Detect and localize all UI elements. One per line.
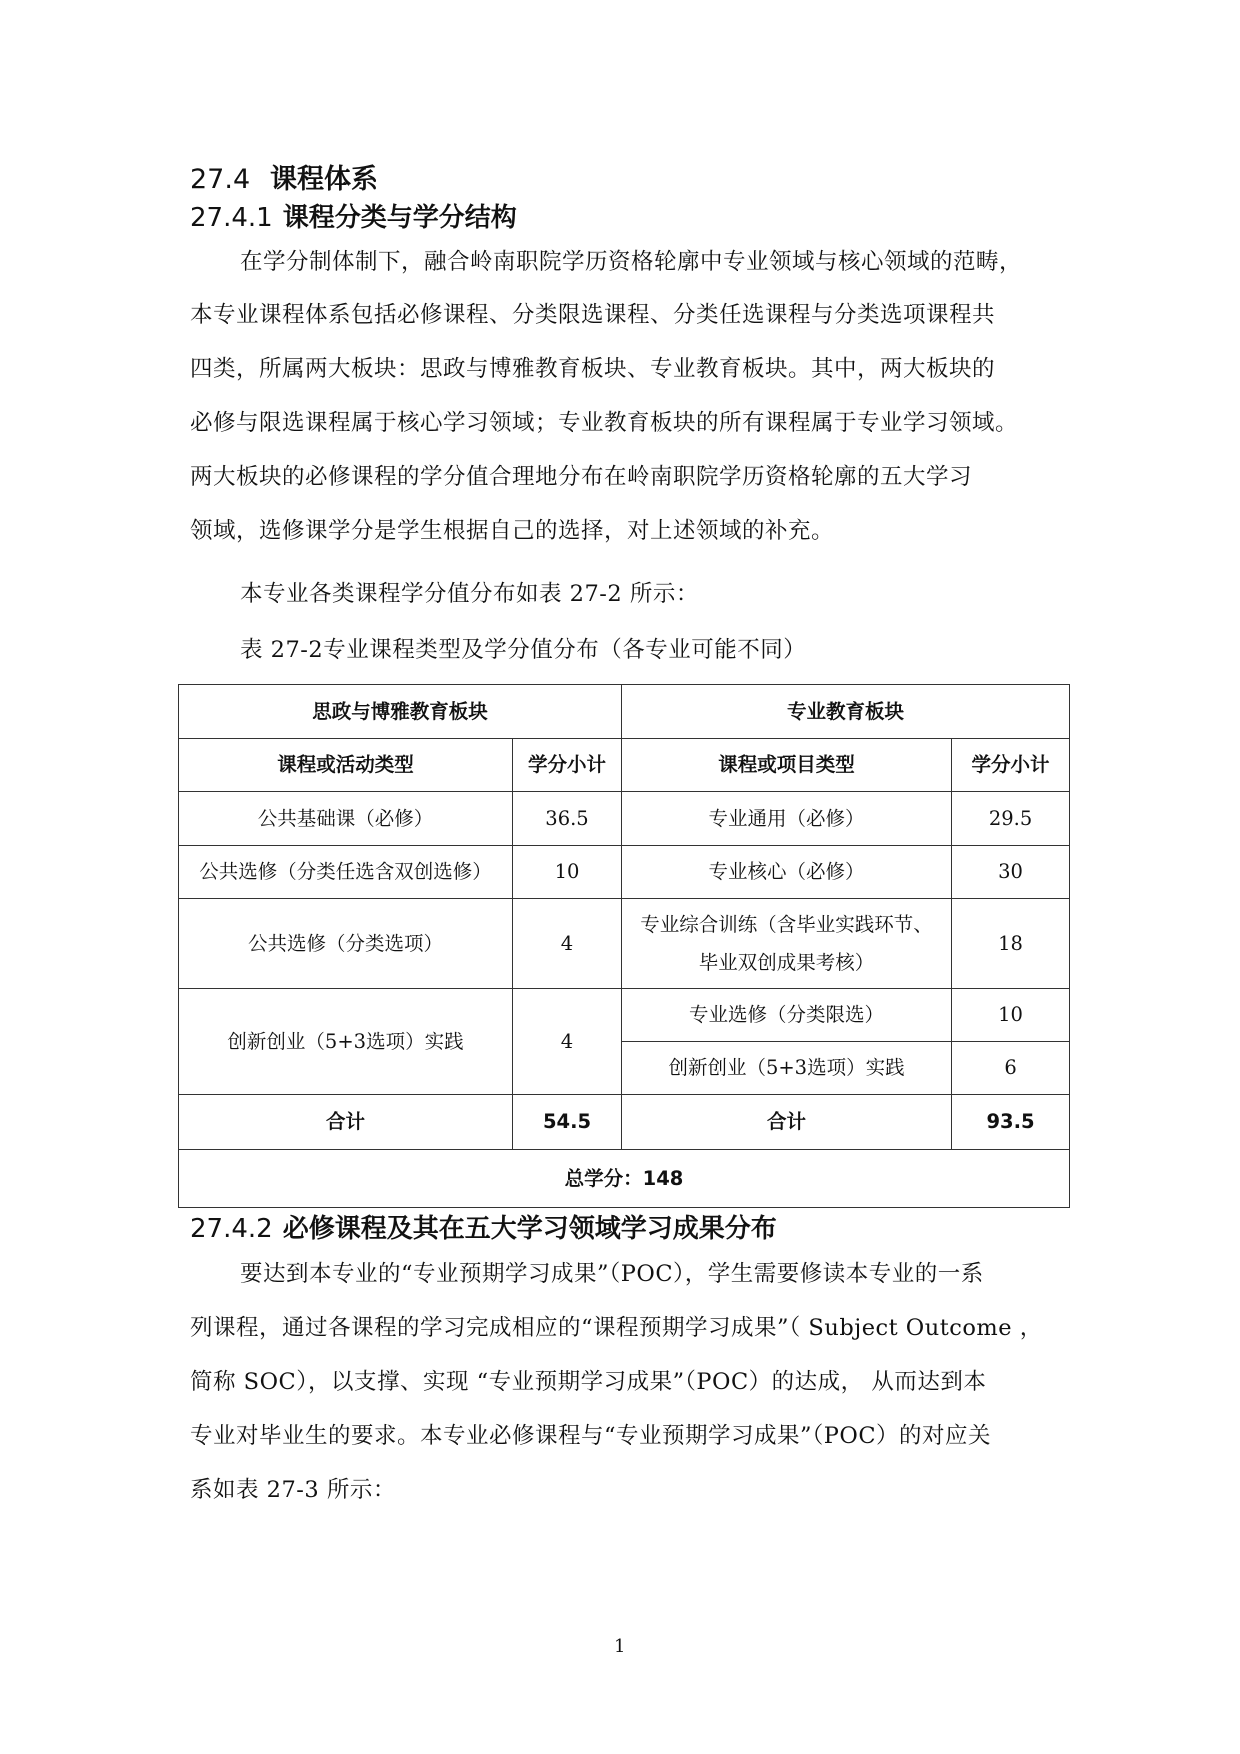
grand-total: 总学分：148 bbox=[179, 1150, 1070, 1208]
total-label: 合计 bbox=[622, 1095, 952, 1150]
column-header: 课程或活动类型 bbox=[179, 739, 513, 792]
left-block-header: 思政与博雅教育板块 bbox=[179, 685, 622, 739]
total-label: 合计 bbox=[179, 1095, 513, 1150]
paragraph-line: 简称 SOC），以支撑、实现 “专业预期学习成果”（POC）的达成， 从而达到本 bbox=[190, 1369, 987, 1395]
table-caption: 表 27-2专业课程类型及学分值分布（各专业可能不同） bbox=[240, 637, 807, 663]
paragraph-line: 领域，选修课学分是学生根据自己的选择，对上述领域的补充。 bbox=[190, 518, 835, 544]
table-cell: 创新创业（5+3选项）实践 bbox=[179, 989, 513, 1095]
table-cell: 4 bbox=[513, 989, 622, 1095]
column-header: 学分小计 bbox=[952, 739, 1070, 792]
page-number: 1 bbox=[614, 1636, 626, 1657]
credit-distribution-table bbox=[178, 684, 1070, 1208]
total-value: 54.5 bbox=[513, 1095, 622, 1150]
cell-line: 毕业双创成果考核） bbox=[698, 950, 875, 974]
table-cell: 专业通用（必修） bbox=[622, 792, 952, 846]
table-row bbox=[179, 899, 1070, 989]
paragraph-line: 在学分制体制下，融合岭南职院学历资格轮廓中专业领域与核心领域的范畴， bbox=[240, 249, 1023, 275]
paragraph-line: 必修与限选课程属于核心学习领域；专业教育板块的所有课程属于专业学习领域。 bbox=[190, 410, 1019, 436]
paragraph-line: 系如表 27-3 所示： bbox=[190, 1477, 396, 1503]
right-block-header: 专业教育板块 bbox=[622, 685, 1070, 739]
table-cell: 公共选修（分类选项） bbox=[179, 899, 513, 989]
cell-line: 专业综合训练（含毕业实践环节、 bbox=[640, 912, 933, 936]
table-row bbox=[179, 989, 1070, 1042]
table-row bbox=[179, 739, 1070, 792]
table-row bbox=[179, 792, 1070, 846]
table-row bbox=[179, 846, 1070, 899]
section-number: 27.4 bbox=[190, 164, 251, 195]
paragraph-line: 两大板块的必修课程的学分值合理地分布在岭南职院学历资格轮廓的五大学习 bbox=[190, 464, 973, 490]
paragraph-line: 列课程，通过各课程的学习完成相应的“课程预期学习成果”（ Subject Outcome ， bbox=[190, 1315, 1043, 1341]
subsection-title-2: 必修课程及其在五大学习领域学习成果分布 bbox=[282, 1214, 777, 1244]
column-header: 学分小计 bbox=[513, 739, 622, 792]
paragraph-line: 要达到本专业的“专业预期学习成果”（POC），学生需要修读本专业的一系 bbox=[240, 1261, 984, 1287]
table-cell: 4 bbox=[513, 899, 622, 989]
table-cell: 29.5 bbox=[952, 792, 1070, 846]
table-cell: 公共选修（分类任选含双创选修） bbox=[179, 846, 513, 899]
subsection-heading-1 bbox=[190, 197, 517, 234]
table-cell: 6 bbox=[952, 1042, 1070, 1095]
total-value: 93.5 bbox=[952, 1095, 1070, 1150]
section-title: 课程体系 bbox=[270, 164, 378, 195]
table-cell: 10 bbox=[952, 989, 1070, 1042]
subsection-heading-2 bbox=[190, 1208, 777, 1245]
paragraph-line: 本专业课程体系包括必修课程、分类限选课程、分类任选课程与分类选项课程共 bbox=[190, 302, 996, 328]
table-cell: 专业选修（分类限选） bbox=[622, 989, 952, 1042]
table-cell: 10 bbox=[513, 846, 622, 899]
subsection-title-1: 课程分类与学分结构 bbox=[282, 203, 517, 233]
table-row bbox=[179, 1150, 1070, 1208]
paragraph-line: 专业对毕业生的要求。本专业必修课程与“专业预期学习成果”（POC）的对应关 bbox=[190, 1423, 992, 1449]
table-cell: 创新创业（5+3选项）实践 bbox=[622, 1042, 952, 1095]
paragraph-line: 四类，所属两大板块：思政与博雅教育板块、专业教育板块。其中，两大板块的 bbox=[190, 356, 996, 382]
table-cell: 18 bbox=[952, 899, 1070, 989]
table-cell: 36.5 bbox=[513, 792, 622, 846]
table-cell-multiline bbox=[622, 899, 952, 989]
subsection-number-2: 27.4.2 bbox=[190, 1214, 273, 1244]
table-row bbox=[179, 685, 1070, 739]
subsection-number-1: 27.4.1 bbox=[190, 203, 273, 233]
table-cell: 公共基础课（必修） bbox=[179, 792, 513, 846]
column-header: 课程或项目类型 bbox=[622, 739, 952, 792]
table-cell: 30 bbox=[952, 846, 1070, 899]
table-cell: 专业核心（必修） bbox=[622, 846, 952, 899]
paragraph-table-intro: 本专业各类课程学分值分布如表 27-2 所示： bbox=[240, 581, 699, 607]
section-heading bbox=[190, 157, 378, 196]
table-row bbox=[179, 1095, 1070, 1150]
